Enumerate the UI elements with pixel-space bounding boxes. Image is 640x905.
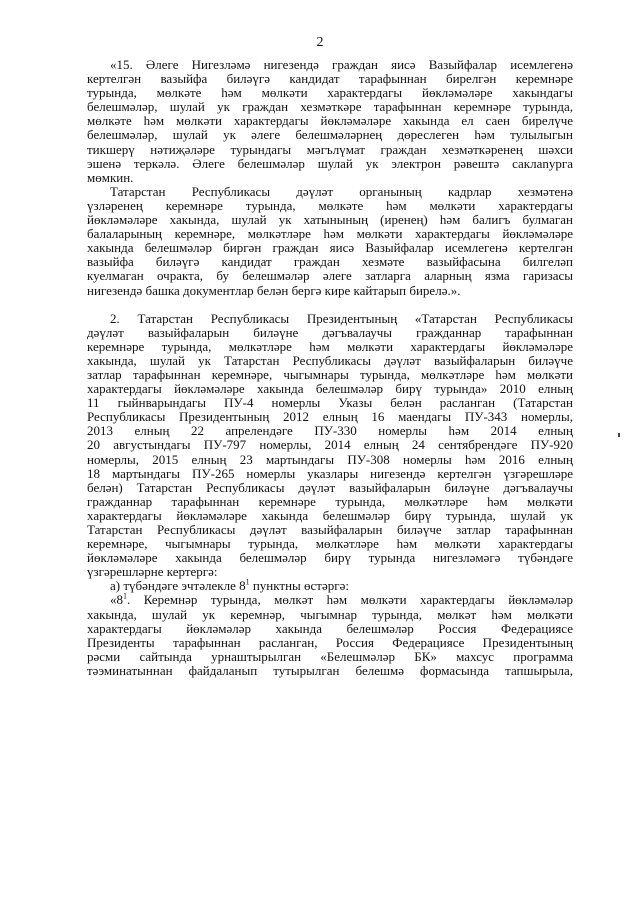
paragraph-gap <box>87 298 573 312</box>
clause-8-1-suffix: . Керемнәр турында, мөлкәт һәм мөлкәти характердагы йөкләмәләр <box>127 592 573 608</box>
text-line: затлар тарафыннан керемнәре, чыгымнары турында, мөлкәтләре һәм мөлкәти <box>87 366 573 382</box>
text-line: 2013 елның 22 апрелендәге ПУ-330 номерлы һәм 2014 елның <box>87 423 573 439</box>
text-line: хакында, шулай ук керемнәр, чыгымнар турында, мөлкәт һәм мөлкәти <box>87 606 573 622</box>
paragraph-clause-8-1 <box>87 593 573 678</box>
paragraph-clause-15 <box>87 58 573 185</box>
text-line: 20 августындагы ПУ-797 номерлы, 2014 елның 24 сентябрендәге ПУ-920 <box>87 437 573 453</box>
text-line: Татарстан Республикасы дәүләт вазыйфаларын биләүче затлар тарафыннан <box>87 522 573 537</box>
text-line: хакында, шулай ук Татарстан Республикасы дәүләт вазыйфаларын биләүче <box>87 352 573 368</box>
text-line: гражданнар тарафыннан керемнәре турында, мөлкәтләре һәм мөлкәти <box>87 493 573 509</box>
text-line: хакында белешмәләр биргән граждан яисә Вазыйфалар исемлегенә кертелгән <box>87 240 573 256</box>
text-line: белешмәләр, шулай ук граждан хезмәткәре тарафыннан керемнәре турында, <box>87 99 573 115</box>
text-line: «15. Әлеге Нигезләмә нигезендә граждан яисә Вазыйфалар исемлегенә <box>110 57 573 72</box>
clause-8-1-superscript: 1 <box>123 592 127 602</box>
text-line: йөкләмәләре хакында белешмәләр бирү турында нигезләмәгә түбәндәге <box>87 550 573 566</box>
text-line: белешмәләр, шулай ук әлеге белешмәләрнең дөреслеген һәм тулылыгын <box>87 127 573 143</box>
item-a-superscript: 1 <box>245 578 250 588</box>
text-line: йөкләмәләре хакында, шулай ук хатынының (иренең) һәм балигъ булмаган <box>87 212 573 228</box>
text-line: балаларының керемнәре, мөлкәтләре һәм мөлкәти характердагы йөкләмәләре <box>87 226 573 242</box>
text-line: тикшерү нәтиҗәләре турындагы мәгълүмат граждан хезмәткәренең шәхси <box>87 141 573 157</box>
item-a-prefix: а) түбәндәге эчтәлекле 8 <box>110 578 246 594</box>
page-number: 2 <box>316 35 324 50</box>
text-line: куелмаган очракта, бу белешмәләр әлеге затларга аларның язма гаризасы <box>87 268 573 284</box>
text-line: 2. Татарстан Республикасы Президентының «Татарстан Республикасы <box>110 310 573 326</box>
text-line: үзгәрешләрне кертергә: <box>87 564 218 580</box>
text-line: кертелгән вазыйфа биләүгә кандидат тарафыннан бирелгән керемнәре <box>87 71 573 87</box>
text-line: номерлы, 2015 елның 23 мартындагы ПУ-308 номерлы һәм 2016 елның <box>87 451 573 467</box>
text-line: нигезендә башка документлар белән бергә кире кайтарып бирелә.». <box>87 282 461 298</box>
paragraph-hr-service <box>87 185 573 298</box>
item-a-suffix: пунктны өстәргә: <box>249 578 349 594</box>
text-line <box>87 593 573 607</box>
text-line: керемнәре, чыгымнары турында, мөлкәтләре һәм мөлкәти характердагы <box>87 536 573 552</box>
text-line: 11 гыйнварындагы ПУ-4 номерлы Указы белән расланган (Татарстан <box>87 395 573 411</box>
margin-mark <box>618 433 620 437</box>
text-line: белән) Татарстан Республикасы дәүләт вазыйфаларын биләүне дәгъвалаучы <box>87 479 573 495</box>
text-line: рәсми сайтында урнаштырылган «Белешмәләр БК» махсус программа <box>87 648 573 664</box>
text-line: Президенты тарафыннан расланган, Россия Федерациясе Президентының <box>87 634 573 650</box>
text-line: дәүләт вазыйфаларын биләүне дәгъвалаучы гражданнар тарафыннан <box>87 324 573 340</box>
text-line: вазыйфа биләүгә кандидат граждан хезмәте вазыйфасына билгеләп <box>87 254 573 270</box>
clause-8-1-prefix: «8 <box>110 592 123 608</box>
paragraph-clause-2 <box>87 312 573 580</box>
text-line: 18 мартындагы ПУ-265 номерлы указлары нигезендә кертелгән үзгәрешләре <box>87 465 573 481</box>
text-line: керемнәре турында, мөлкәтләре һәм мөлкәти характердагы йөкләмәләре <box>87 338 573 354</box>
text-line: характердагы йөкләмәләре хакында белешмәләр бирү турында, шулай ук <box>87 507 573 523</box>
text-line: турында, мөлкәте һәм мөлкәти характердагы йөкләмәләре хакындагы <box>87 85 573 101</box>
text-line: Татарстан Республикасы дәүләт органының кадрлар хезмәтенә <box>110 183 573 199</box>
text-line: үзләренең керемнәре турында, мөлкәте һәм мөлкәти характердагы <box>87 197 573 213</box>
text-line: эшенә теркәлә. Әлеге белешмәләр шулай ук электрон рәвештә саклanyрга <box>87 155 573 171</box>
text-line: характердагы йөкләмәләр хакында белешмәләр Россия Федерациясе <box>87 620 573 636</box>
text-line: мөлкәте һәм мөлкәти характердагы йөкләмәләре хакында ел саен бирелүче <box>87 113 573 129</box>
document-body <box>87 58 573 678</box>
text-line: Республикасы Президентының 2012 елның 16 маендагы ПУ-343 номерлы, <box>87 409 573 425</box>
text-line: тәэминатыннан файдаланып тутырылган белешмә формасында тапшырыла, <box>87 662 573 678</box>
text-line: мөмкин. <box>87 169 134 185</box>
text-line: характердагы йөкләмәләре хакында белешмәләр бирү турында» 2010 елның <box>87 381 573 397</box>
